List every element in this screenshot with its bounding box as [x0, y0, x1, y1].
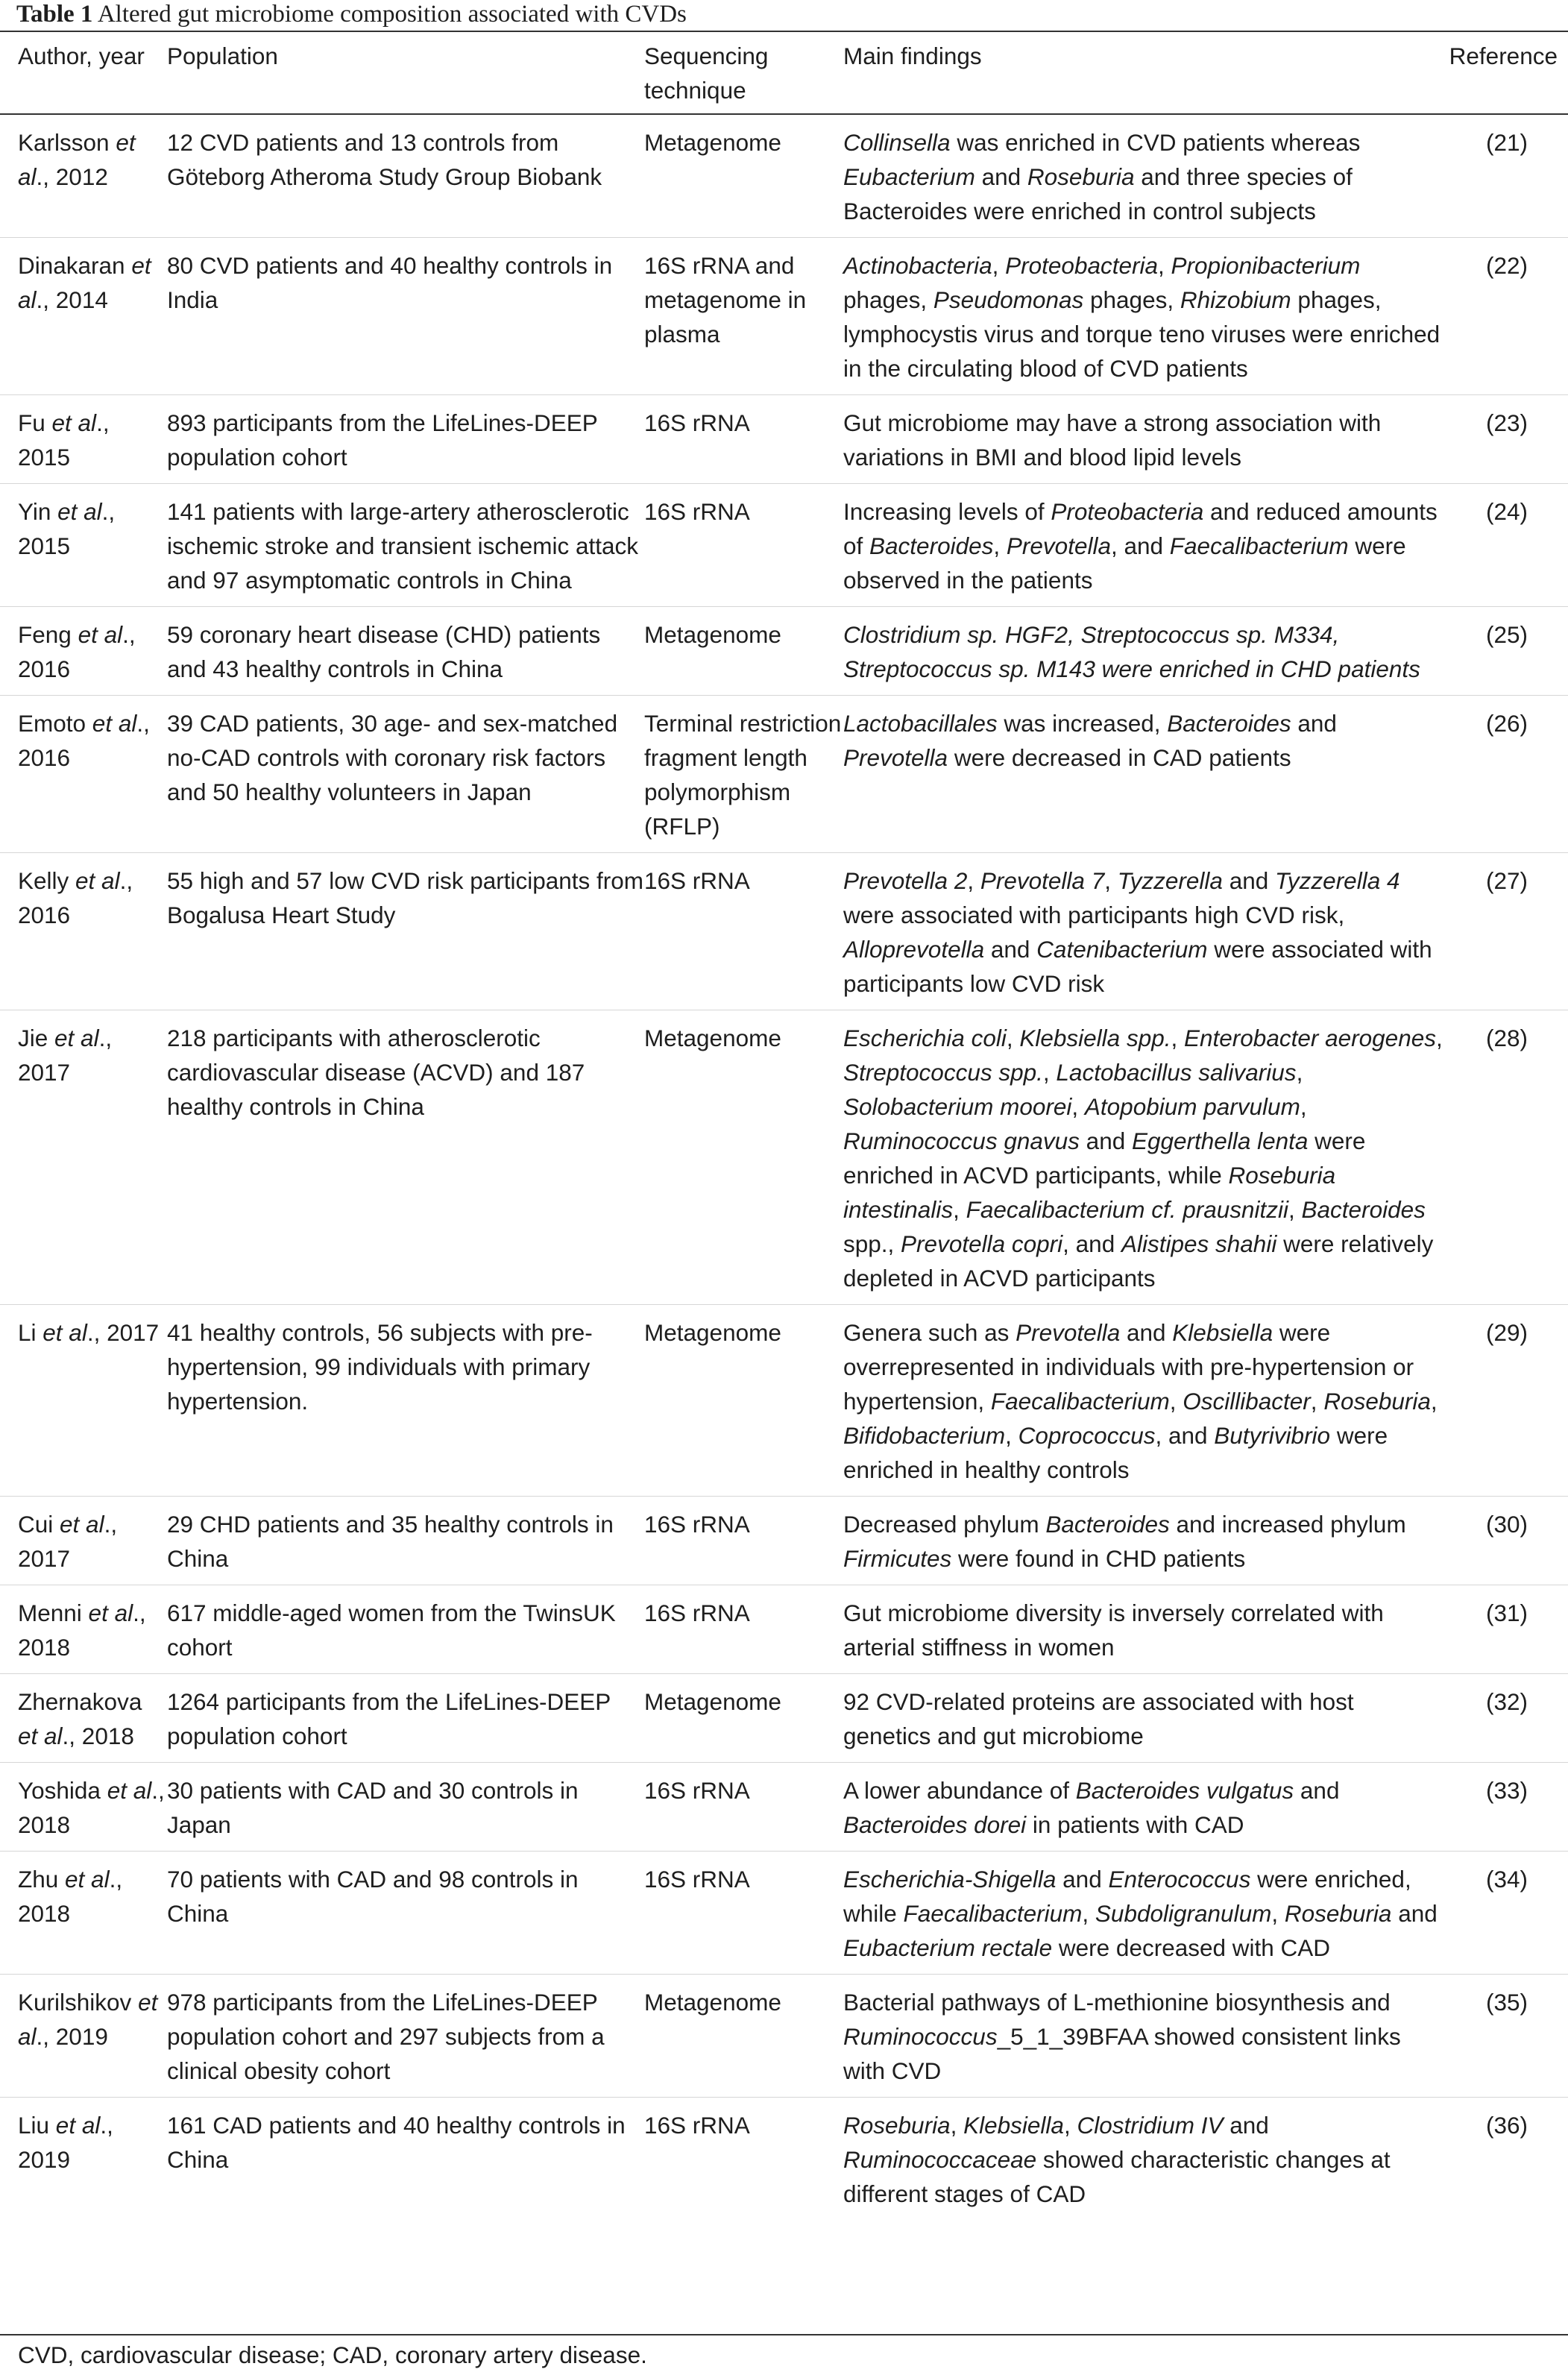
cell-population: 41 healthy controls, 56 subjects with pre-hypertension, 99 individuals with primary hypertension.	[167, 1319, 593, 1415]
cell-author: Feng et al., 2016	[18, 621, 136, 682]
table-row	[0, 2098, 1568, 2221]
cell-reference: (25)	[1485, 621, 1528, 648]
cell-reference: (31)	[1485, 1599, 1528, 1626]
cell-sequencing: 16S rRNA and metagenome in plasma	[644, 252, 807, 347]
table-row	[0, 1497, 1568, 1585]
cell-author: Menni et al., 2018	[18, 1599, 146, 1661]
cell-reference: (32)	[1485, 1688, 1528, 1715]
table-row	[0, 1674, 1568, 1763]
cell-author: Cui et al., 2017	[18, 1511, 118, 1572]
cell-sequencing: 16S rRNA	[644, 867, 750, 894]
cell-sequencing: Metagenome	[644, 1319, 781, 1346]
table-bottom-rule	[0, 2334, 1568, 2335]
cell-author: Zhernakova et al., 2018	[18, 1688, 142, 1749]
cell-findings: Decreased phylum Bacteroides and increased phylum Firmicutes were found in CHD patients	[843, 1511, 1406, 1572]
table-row	[0, 484, 1568, 607]
table-title: Altered gut microbiome composition associated with CVDs	[97, 1, 687, 28]
cell-findings: Genera such as Prevotella and Klebsiella were overrepresented in individuals with pre-hypertension or hypertension, Faecalibacterium, Oscillibacter, Roseburia, Bifidobacterium, Coprococcus, and Butyrivibrio were enriched in healthy controls	[843, 1319, 1438, 1483]
table-header-row	[0, 33, 1568, 114]
cell-reference: (30)	[1485, 1511, 1528, 1538]
cell-author: Emoto et al., 2016	[18, 710, 150, 771]
cell-findings: Bacterial pathways of L-methionine biosynthesis and Ruminococcus_5_1_39BFAA showed consistent links with CVD	[843, 1989, 1401, 2084]
header-reference: Reference	[1449, 43, 1558, 69]
cell-reference: (28)	[1485, 1025, 1528, 1051]
cell-findings: Actinobacteria, Proteobacteria, Propionibacterium phages, Pseudomonas phages, Rhizobium phages, lymphocystis virus and torque teno viruses were enriched in the circulating blood of CVD patients	[843, 252, 1441, 382]
cell-reference: (35)	[1485, 1989, 1528, 2016]
table-row	[0, 1975, 1568, 2098]
cell-population: 12 CVD patients and 13 controls from Göteborg Atheroma Study Group Biobank	[167, 129, 602, 190]
cell-reference: (29)	[1485, 1319, 1528, 1346]
cell-author: Yin et al., 2015	[18, 498, 116, 559]
cell-reference: (21)	[1485, 129, 1528, 156]
cell-population: 161 CAD patients and 40 healthy controls in China	[167, 2112, 626, 2173]
cell-findings: A lower abundance of Bacteroides vulgatus and Bacteroides dorei in patients with CAD	[843, 1777, 1340, 1838]
cell-author: Fu et al., 2015	[18, 409, 110, 471]
cell-reference: (34)	[1485, 1866, 1528, 1893]
table-body	[0, 114, 1568, 2220]
cell-findings: Gut microbiome may have a strong association with variations in BMI and blood lipid levels	[843, 409, 1382, 471]
cell-findings: Clostridium sp. HGF2, Streptococcus sp. M334, Streptococcus sp. M143 were enriched in CHD patients	[843, 621, 1420, 682]
table-row	[0, 1852, 1568, 1975]
cell-population: 59 coronary heart disease (CHD) patients and 43 healthy controls in China	[167, 621, 601, 682]
cell-author: Li et al., 2017	[18, 1319, 160, 1346]
cell-findings: Gut microbiome diversity is inversely correlated with arterial stiffness in women	[843, 1599, 1384, 1661]
cell-reference: (24)	[1485, 498, 1528, 525]
cell-sequencing: Terminal restriction fragment length polymorphism (RFLP)	[644, 710, 842, 840]
cell-reference: (33)	[1485, 1777, 1528, 1804]
header-population: Population	[167, 43, 278, 69]
cell-reference: (22)	[1485, 252, 1528, 279]
header-findings: Main findings	[843, 43, 982, 69]
cell-sequencing: 16S rRNA	[644, 1866, 750, 1893]
cell-reference: (36)	[1485, 2112, 1528, 2139]
cell-findings: Collinsella was enriched in CVD patients whereas Eubacterium and Roseburia and three species of Bacteroides were enriched in control subjects	[843, 129, 1361, 224]
table-row	[0, 1763, 1568, 1852]
cell-findings: Lactobacillales was increased, Bacteroides and Prevotella were decreased in CAD patients	[843, 710, 1337, 771]
cell-population: 70 patients with CAD and 98 controls in China	[167, 1866, 579, 1927]
cell-sequencing: 16S rRNA	[644, 498, 750, 525]
table-footnote: CVD, cardiovascular disease; CAD, coronary artery disease.	[18, 2341, 647, 2368]
cell-author: Karlsson et al., 2012	[18, 129, 136, 190]
cell-population: 55 high and 57 low CVD risk participants from Bogalusa Heart Study	[167, 867, 644, 928]
cell-population: 29 CHD patients and 35 healthy controls in China	[167, 1511, 614, 1572]
cell-reference: (26)	[1485, 710, 1528, 737]
cell-sequencing: 16S rRNA	[644, 1777, 750, 1804]
table-label: Table 1	[16, 1, 93, 28]
header-author: Author, year	[18, 43, 145, 69]
cell-author: Dinakaran et al., 2014	[18, 252, 151, 313]
cell-sequencing: Metagenome	[644, 1989, 781, 2016]
cell-author: Jie et al., 2017	[18, 1025, 113, 1086]
cell-reference: (27)	[1485, 867, 1528, 894]
cell-author: Yoshida et al., 2018	[18, 1777, 165, 1838]
cell-sequencing: 16S rRNA	[644, 1599, 750, 1626]
cell-author: Zhu et al., 2018	[18, 1866, 123, 1927]
cell-author: Liu et al., 2019	[18, 2112, 113, 2173]
table-row	[0, 1305, 1568, 1497]
table-row	[0, 853, 1568, 1010]
cell-sequencing: Metagenome	[644, 1025, 781, 1051]
cell-sequencing: Metagenome	[644, 1688, 781, 1715]
cell-population: 617 middle-aged women from the TwinsUK cohort	[167, 1599, 616, 1661]
cell-findings: Prevotella 2, Prevotella 7, Tyzzerella and Tyzzerella 4 were associated with participants high CVD risk, Alloprevotella and Catenibacterium were associated with participants low CVD risk	[843, 867, 1432, 997]
table-row	[0, 395, 1568, 484]
cell-population: 80 CVD patients and 40 healthy controls in India	[167, 252, 613, 313]
header-sequencing: Sequencing technique	[644, 43, 769, 104]
table-caption	[16, 1, 687, 27]
cell-sequencing: 16S rRNA	[644, 2112, 750, 2139]
cell-population: 30 patients with CAD and 30 controls in Japan	[167, 1777, 579, 1838]
cell-sequencing: Metagenome	[644, 129, 781, 156]
cell-population: 893 participants from the LifeLines-DEEP population cohort	[167, 409, 598, 471]
cell-population: 218 participants with atherosclerotic cardiovascular disease (ACVD) and 187 healthy controls in China	[167, 1025, 585, 1120]
cell-sequencing: 16S rRNA	[644, 409, 750, 436]
cell-findings: Escherichia-Shigella and Enterococcus were enriched, while Faecalibacterium, Subdoligranulum, Roseburia and Eubacterium rectale were decreased with CAD	[843, 1866, 1438, 1961]
cell-sequencing: Metagenome	[644, 621, 781, 648]
cell-population: 1264 participants from the LifeLines-DEEP population cohort	[167, 1688, 611, 1749]
table-row	[0, 696, 1568, 853]
cell-findings: Roseburia, Klebsiella, Clostridium IV and Ruminococcaceae showed characteristic changes at different stages of CAD	[843, 2112, 1391, 2207]
cell-reference: (23)	[1485, 409, 1528, 436]
table-top-rule	[0, 31, 1568, 32]
table-row	[0, 607, 1568, 696]
cell-author: Kelly et al., 2016	[18, 867, 133, 928]
cell-findings: 92 CVD-related proteins are associated with host genetics and gut microbiome	[843, 1688, 1354, 1749]
table-row	[0, 1585, 1568, 1674]
table-row	[0, 114, 1568, 238]
cell-findings: Increasing levels of Proteobacteria and reduced amounts of Bacteroides, Prevotella, and Faecalibacterium were observed in the patients	[843, 498, 1438, 594]
table-row	[0, 1010, 1568, 1305]
cell-sequencing: 16S rRNA	[644, 1511, 750, 1538]
cell-author: Kurilshikov et al., 2019	[18, 1989, 158, 2050]
cell-population: 39 CAD patients, 30 age- and sex-matched no-CAD controls with coronary risk factors and 50 healthy volunteers in Japan	[167, 710, 618, 805]
cell-findings: Escherichia coli, Klebsiella spp., Enterobacter aerogenes, Streptococcus spp., Lactobacillus salivarius, Solobacterium moorei, Atopobium parvulum, Ruminococcus gnavus and Eggerthella lenta were enriched in ACVD participants, while Roseburia intestinalis, Faecalibacterium cf. prausnitzii, Bacteroides spp., Prevotella copri, and Alistipes shahii were relatively depleted in ACVD participants	[843, 1025, 1443, 1292]
table-row	[0, 238, 1568, 395]
cell-population: 141 patients with large-artery atherosclerotic ischemic stroke and transient ischemic attack and 97 asymptomatic controls in China	[167, 498, 638, 594]
microbiome-table	[0, 33, 1568, 2220]
cell-population: 978 participants from the LifeLines-DEEP population cohort and 297 subjects from a clinical obesity cohort	[167, 1989, 605, 2084]
